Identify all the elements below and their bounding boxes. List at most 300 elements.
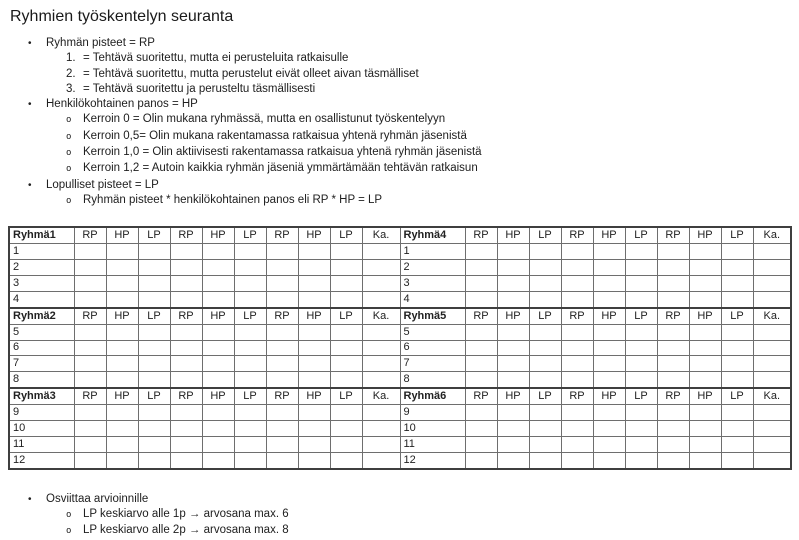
score-cell [234, 405, 266, 421]
column-header-cell: LP [330, 308, 362, 324]
row-label-cell: 4 [400, 291, 465, 307]
table-row [9, 275, 791, 291]
score-cell [593, 436, 625, 452]
score-cell [74, 324, 106, 340]
circle-bullet-icon: o [66, 509, 72, 520]
score-cell [689, 452, 721, 468]
list-item-text: = Tehtävä suoritettu, mutta perustelut eivät olleet aivan täsmälliset [83, 67, 419, 80]
table-row [9, 324, 791, 340]
disc-bullet-icon: • [28, 99, 32, 111]
score-cell [138, 436, 170, 452]
score-cell [529, 275, 561, 291]
column-header-cell: Ka. [753, 308, 791, 324]
circle-bullet-icon: o [66, 115, 72, 126]
column-header-cell: RP [657, 388, 689, 404]
score-cell [593, 356, 625, 372]
column-header-cell: RP [74, 308, 106, 324]
score-cell [689, 405, 721, 421]
score-cell [529, 372, 561, 388]
score-cell [170, 405, 202, 421]
score-cell [298, 452, 330, 468]
column-header-cell: Ka. [362, 308, 400, 324]
score-cell [465, 420, 497, 436]
page-title: Ryhmien työskentelyn seuranta [10, 8, 234, 25]
column-header-cell: HP [202, 308, 234, 324]
list-item [0, 112, 799, 128]
column-header-cell: HP [298, 308, 330, 324]
score-cell [561, 244, 593, 260]
list-item [0, 161, 799, 177]
score-cell [593, 275, 625, 291]
score-cell [266, 244, 298, 260]
score-cell [362, 452, 400, 468]
score-cell [625, 340, 657, 356]
row-label-cell: 1 [9, 244, 74, 260]
score-cell [529, 436, 561, 452]
score-cell [362, 405, 400, 421]
list-item [0, 129, 799, 145]
score-cell [465, 356, 497, 372]
score-cell [106, 340, 138, 356]
list-item-text: = Tehtävä suoritettu, mutta ei perusteluita ratkaisulle [83, 52, 349, 65]
column-header-cell: RP [170, 388, 202, 404]
column-header-cell: RP [465, 308, 497, 324]
score-cell [234, 372, 266, 388]
group-name-cell: Ryhmä3 [9, 388, 74, 404]
table-row [9, 420, 791, 436]
column-header-cell: HP [106, 308, 138, 324]
score-cell [529, 324, 561, 340]
score-cell [721, 340, 753, 356]
score-cell [266, 372, 298, 388]
list-item [0, 82, 799, 97]
column-header-cell: Ka. [753, 227, 791, 243]
column-header-cell: HP [593, 388, 625, 404]
column-header-cell: HP [106, 227, 138, 243]
score-cell [74, 260, 106, 276]
column-header-cell: RP [170, 308, 202, 324]
group-name-cell: Ryhmä1 [9, 227, 74, 243]
score-cell [298, 372, 330, 388]
column-header-cell: LP [529, 227, 561, 243]
group-header-row [9, 308, 791, 324]
score-cell [625, 291, 657, 307]
list-item [0, 492, 799, 507]
score-cell [138, 405, 170, 421]
group-name-cell: Ryhmä2 [9, 308, 74, 324]
column-header-cell: HP [497, 227, 529, 243]
score-cell [689, 340, 721, 356]
score-cell [298, 260, 330, 276]
score-cell [234, 420, 266, 436]
column-header-cell: Ka. [753, 388, 791, 404]
score-cell [234, 340, 266, 356]
row-label-cell: 12 [9, 452, 74, 468]
group-name-cell: Ryhmä4 [400, 227, 465, 243]
row-label-cell: 7 [400, 356, 465, 372]
score-cell [106, 260, 138, 276]
score-cell [74, 372, 106, 388]
score-cell [497, 405, 529, 421]
row-label-cell: 10 [9, 420, 74, 436]
group-name-cell: Ryhmä5 [400, 308, 465, 324]
score-cell [465, 452, 497, 468]
score-cell [74, 275, 106, 291]
list-item [0, 145, 799, 161]
score-cell [170, 356, 202, 372]
group-score-table [8, 226, 792, 469]
list-item-text: Kerroin 0,5= Olin mukana rakentamassa ratkaisua yhtenä ryhmän jäsenistä [83, 129, 467, 142]
column-header-cell: LP [625, 308, 657, 324]
column-header-cell: RP [170, 227, 202, 243]
score-cell [561, 452, 593, 468]
score-cell [657, 244, 689, 260]
score-cell [202, 356, 234, 372]
score-cell [266, 420, 298, 436]
list-item [0, 51, 799, 66]
group-header-row [9, 388, 791, 404]
score-cell [266, 340, 298, 356]
score-cell [497, 372, 529, 388]
score-cell [657, 436, 689, 452]
score-cell [721, 452, 753, 468]
score-cell [362, 244, 400, 260]
score-cell [170, 436, 202, 452]
list-item-text: Ryhmän pisteet * henkilökohtainen panos eli RP * HP = LP [83, 193, 383, 206]
score-cell [106, 436, 138, 452]
score-cell [106, 405, 138, 421]
score-cell [74, 420, 106, 436]
score-cell [202, 436, 234, 452]
score-cell [529, 452, 561, 468]
list-item-text: = Tehtävä suoritettu ja perusteltu täsmällisesti [83, 82, 316, 95]
column-header-cell: LP [330, 227, 362, 243]
score-cell [138, 372, 170, 388]
table-row [9, 260, 791, 276]
row-label-cell: 7 [9, 356, 74, 372]
score-cell [330, 452, 362, 468]
score-cell [138, 244, 170, 260]
score-cell [74, 244, 106, 260]
score-cell [465, 275, 497, 291]
score-cell [721, 420, 753, 436]
score-cell [298, 420, 330, 436]
score-cell [170, 244, 202, 260]
score-cell [529, 340, 561, 356]
score-cell [593, 340, 625, 356]
score-cell [657, 275, 689, 291]
column-header-cell: LP [721, 308, 753, 324]
score-cell [74, 340, 106, 356]
score-cell [657, 452, 689, 468]
score-cell [266, 260, 298, 276]
column-header-cell: LP [330, 388, 362, 404]
list-item-text: Lopulliset pisteet = LP [46, 178, 159, 191]
score-cell [74, 291, 106, 307]
score-cell [266, 324, 298, 340]
score-cell [170, 340, 202, 356]
score-cell [625, 372, 657, 388]
score-cell [625, 275, 657, 291]
score-cell [74, 436, 106, 452]
score-cell [170, 291, 202, 307]
circle-bullet-icon: o [66, 526, 72, 537]
score-cell [689, 275, 721, 291]
score-cell [497, 291, 529, 307]
score-cell [689, 372, 721, 388]
score-cell [657, 420, 689, 436]
score-cell [170, 324, 202, 340]
score-cell [266, 452, 298, 468]
column-header-cell: HP [298, 227, 330, 243]
column-header-cell: HP [497, 308, 529, 324]
score-cell [689, 324, 721, 340]
score-cell [202, 372, 234, 388]
table-row [9, 340, 791, 356]
score-cell [497, 436, 529, 452]
score-cell [234, 356, 266, 372]
list-number: 3. [66, 82, 76, 95]
score-cell [561, 324, 593, 340]
score-cell [362, 260, 400, 276]
score-cell [529, 244, 561, 260]
score-cell [330, 324, 362, 340]
score-cell [561, 436, 593, 452]
disc-bullet-icon: • [28, 493, 32, 505]
score-cell [625, 420, 657, 436]
score-cell [753, 291, 791, 307]
table-row [9, 372, 791, 388]
score-cell [330, 356, 362, 372]
list-item-text: Kerroin 1,2 = Autoin kaikkia ryhmän jäseniä ymmärtämään tehtävän ratkaisun [83, 162, 478, 175]
score-cell [721, 356, 753, 372]
score-cell [625, 436, 657, 452]
list-number: 1. [66, 52, 76, 65]
score-cell [330, 420, 362, 436]
score-cell [721, 291, 753, 307]
column-header-cell: RP [266, 388, 298, 404]
score-cell [234, 452, 266, 468]
score-cell [138, 260, 170, 276]
score-cell [689, 291, 721, 307]
disc-bullet-icon: • [28, 38, 32, 49]
list-item-text: Kerroin 0 = Olin mukana ryhmässä, mutta en osallistunut työskentelyyn [83, 113, 446, 126]
score-cell [721, 260, 753, 276]
score-cell [138, 356, 170, 372]
column-header-cell: LP [234, 308, 266, 324]
list-item-text: LP keskiarvo alle 1p → arvosana max. 6 [83, 507, 289, 520]
column-header-cell: LP [721, 227, 753, 243]
list-number: 2. [66, 67, 76, 80]
score-cell [106, 291, 138, 307]
score-cell [234, 436, 266, 452]
score-cell [138, 291, 170, 307]
list-item [0, 36, 799, 51]
column-header-cell: LP [138, 227, 170, 243]
score-cell [465, 291, 497, 307]
score-cell [330, 275, 362, 291]
list-item [0, 193, 799, 209]
score-cell [170, 275, 202, 291]
row-label-cell: 3 [9, 275, 74, 291]
score-cell [465, 260, 497, 276]
group-header-row [9, 227, 791, 243]
list-item-text: Ryhmän pisteet = RP [46, 37, 155, 49]
score-cell [497, 452, 529, 468]
score-cell [497, 260, 529, 276]
score-cell [657, 260, 689, 276]
circle-bullet-icon: o [66, 131, 72, 142]
score-cell [138, 275, 170, 291]
score-cell [362, 356, 400, 372]
score-cell [657, 372, 689, 388]
column-header-cell: RP [561, 388, 593, 404]
score-cell [593, 452, 625, 468]
list-item [0, 178, 799, 193]
column-header-cell: LP [138, 308, 170, 324]
score-cell [753, 436, 791, 452]
table-row [9, 244, 791, 260]
score-cell [657, 356, 689, 372]
list-item [0, 507, 799, 523]
column-header-cell: HP [689, 388, 721, 404]
score-cell [721, 372, 753, 388]
score-cell [625, 324, 657, 340]
score-cell [362, 275, 400, 291]
score-cell [170, 260, 202, 276]
score-cell [330, 405, 362, 421]
circle-bullet-icon: o [66, 164, 72, 175]
score-cell [234, 275, 266, 291]
score-cell [330, 291, 362, 307]
circle-bullet-icon: o [66, 148, 72, 159]
score-cell [298, 244, 330, 260]
score-cell [202, 324, 234, 340]
row-label-cell: 11 [9, 436, 74, 452]
column-header-cell: LP [234, 227, 266, 243]
score-cell [721, 275, 753, 291]
score-cell [106, 420, 138, 436]
column-header-cell: LP [234, 388, 266, 404]
score-cell [529, 405, 561, 421]
score-cell [234, 291, 266, 307]
score-cell [74, 356, 106, 372]
table-row [9, 452, 791, 468]
score-cell [625, 244, 657, 260]
row-label-cell: 2 [9, 260, 74, 276]
score-cell [266, 356, 298, 372]
row-label-cell: 10 [400, 420, 465, 436]
score-cell [593, 291, 625, 307]
score-cell [298, 436, 330, 452]
disc-bullet-icon: • [28, 179, 32, 191]
row-label-cell: 2 [400, 260, 465, 276]
scoring-legend-list [0, 36, 799, 209]
score-cell [170, 420, 202, 436]
score-cell [721, 436, 753, 452]
column-header-cell: HP [202, 227, 234, 243]
column-header-cell: RP [266, 308, 298, 324]
grading-notes-list [0, 492, 799, 540]
score-cell [106, 356, 138, 372]
column-header-cell: LP [138, 388, 170, 404]
score-cell [298, 275, 330, 291]
column-header-cell: RP [465, 227, 497, 243]
score-cell [298, 356, 330, 372]
score-cell [625, 260, 657, 276]
score-cell [529, 291, 561, 307]
score-cell [298, 340, 330, 356]
score-cell [721, 244, 753, 260]
score-cell [753, 324, 791, 340]
row-label-cell: 1 [400, 244, 465, 260]
score-cell [753, 372, 791, 388]
column-header-cell: Ka. [362, 388, 400, 404]
column-header-cell: HP [497, 388, 529, 404]
score-cell [593, 244, 625, 260]
row-label-cell: 5 [9, 324, 74, 340]
score-cell [330, 244, 362, 260]
column-header-cell: RP [561, 308, 593, 324]
score-cell [753, 405, 791, 421]
score-cell [721, 324, 753, 340]
score-cell [330, 260, 362, 276]
score-cell [561, 356, 593, 372]
column-header-cell: HP [202, 388, 234, 404]
score-cell [266, 436, 298, 452]
table-row [9, 356, 791, 372]
score-cell [266, 405, 298, 421]
row-label-cell: 12 [400, 452, 465, 468]
score-cell [529, 356, 561, 372]
list-item-text: Henkilökohtainen panos = HP [46, 98, 198, 111]
column-header-cell: Ka. [362, 227, 400, 243]
score-cell [330, 372, 362, 388]
score-cell [753, 452, 791, 468]
score-cell [625, 356, 657, 372]
list-item [0, 97, 799, 112]
score-cell [362, 436, 400, 452]
score-cell [497, 244, 529, 260]
score-cell [689, 356, 721, 372]
score-cell [202, 260, 234, 276]
list-item-text: Osviittaa arvioinnille [46, 492, 149, 505]
score-cell [362, 291, 400, 307]
score-cell [625, 452, 657, 468]
score-cell [298, 405, 330, 421]
score-cell [138, 452, 170, 468]
row-label-cell: 6 [400, 340, 465, 356]
column-header-cell: LP [529, 388, 561, 404]
score-cell [74, 405, 106, 421]
score-cell [106, 275, 138, 291]
score-cell [625, 405, 657, 421]
score-cell [689, 260, 721, 276]
score-cell [753, 356, 791, 372]
list-item-text: LP keskiarvo alle 2p → arvosana max. 8 [83, 524, 289, 537]
score-cell [465, 405, 497, 421]
table-row [9, 436, 791, 452]
column-header-cell: RP [266, 227, 298, 243]
row-label-cell: 9 [400, 405, 465, 421]
circle-bullet-icon: o [66, 195, 72, 206]
score-cell [753, 244, 791, 260]
score-cell [689, 244, 721, 260]
column-header-cell: HP [298, 388, 330, 404]
score-cell [298, 291, 330, 307]
score-cell [593, 420, 625, 436]
score-cell [138, 324, 170, 340]
